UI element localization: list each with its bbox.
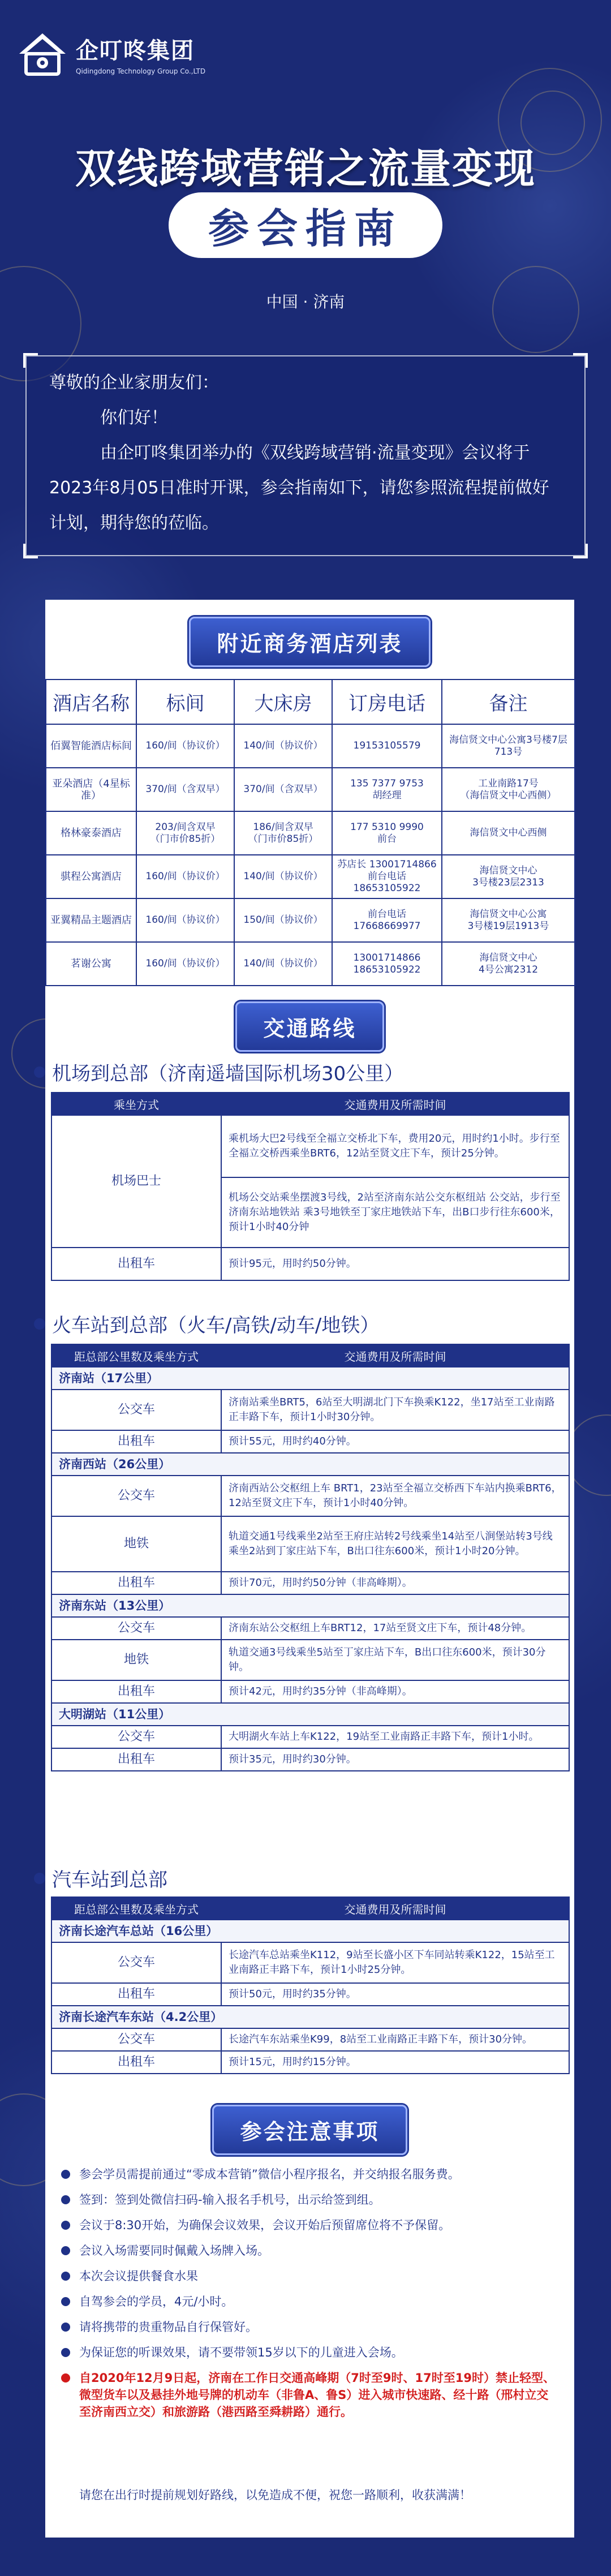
mode-label: 出租车: [51, 1748, 221, 1771]
traffic-warning: [61, 2369, 559, 2420]
coach-section-title: [34, 1864, 167, 1892]
intro-box: [25, 355, 586, 556]
corner-decoration: [573, 353, 588, 368]
col-detail: 交通费用及所需时间: [221, 1897, 569, 1920]
train-title-text: 火车站到总部（火车/高铁/动车/地铁）: [52, 1314, 380, 1337]
warning-text: 自2020年12月9日起，济南在工作日交通高峰期（7时至9时、17时至19时）禁止轻型、微型货车以及悬挂外地号牌的机动车（非鲁A、鲁S）进入城市快速路、经十路（邢村立交至济南西立交）和旅游路（港西路至舜耕路）通行。: [79, 2371, 555, 2419]
mode-label: 公交车: [51, 2028, 221, 2051]
hotel-col-phone: 订房电话: [332, 680, 442, 724]
note-text: 本次会议提供餐食水果: [79, 2269, 198, 2283]
table-row: [51, 1430, 569, 1453]
table-row: [46, 811, 575, 855]
table-row: [51, 1748, 569, 1771]
bullet-icon: [34, 1066, 45, 1078]
group-row: [51, 1703, 569, 1726]
hotel-header-row: [46, 680, 575, 724]
route-detail: 大明湖火车站上车K122，19站至工业南路正丰路下车，预计1小时。: [221, 1726, 569, 1748]
table-cell: 苏店长 13001714866 前台电话18653105922: [332, 855, 442, 898]
route-detail: 长途汽车总站乘坐K112，9站至长盛小区下车同站转乘K122，15站至工业南路正丰路下车，预计1小时25分钟。: [221, 1942, 569, 1983]
coach-route-table: [51, 1896, 570, 2074]
list-item: [61, 2166, 559, 2183]
table-row: [51, 1617, 569, 1640]
table-header-row: [51, 1344, 569, 1367]
table-header-row: [51, 1897, 569, 1920]
station-name: 济南东站（13公里）: [51, 1594, 569, 1617]
note-text: 会议入场需要同时佩戴入场牌入场。: [79, 2244, 269, 2257]
mode-label: 机场巴士: [51, 1115, 221, 1248]
note-text: 会议于8:30开始，为确保会议效果，会议开始后预留席位将不予保留。: [79, 2218, 451, 2232]
table-row: [51, 2051, 569, 2074]
note-text: 自驾参会的学员，4元/小时。: [79, 2295, 234, 2308]
table-cell: 海信贤文中心 4号公寓2312: [442, 942, 575, 986]
train-route-table: [51, 1344, 570, 1771]
table-cell: 140/间（协议价）: [234, 942, 332, 986]
table-cell: 海信贤文中心公寓 3号楼19层1913号: [442, 898, 575, 942]
mode-label: 出租车: [51, 1983, 221, 2006]
hotel-table: [45, 679, 575, 986]
route-detail: 预计42元，用时约35分钟（非高峰期）。: [221, 1680, 569, 1703]
table-row: [46, 898, 575, 942]
table-cell: 150/间（协议价）: [234, 898, 332, 942]
route-detail: 预计50元，用时约35分钟。: [221, 1983, 569, 2006]
table-cell: 135 7377 9753 胡经理: [332, 768, 442, 811]
table-cell: 茗谢公寓: [46, 942, 136, 986]
route-detail: 乘机场大巴2号线至全福立交桥北下车，费用20元，用时约1小时。步行至全福立交桥西乘坐BRT6，12站至贤文庄下车，预计25分钟。: [221, 1115, 569, 1177]
table-row: [51, 1115, 569, 1177]
table-cell: 186/间含双早 （门市价85折）: [234, 811, 332, 855]
table-row: [51, 2028, 569, 2051]
station-name: 大明湖站（11公里）: [51, 1703, 569, 1726]
table-cell: 160/间（协议价）: [136, 855, 234, 898]
mode-label: 地铁: [51, 1640, 221, 1680]
bullet-icon: [61, 2246, 70, 2255]
route-detail: 预计70元，用时约50分钟（非高峰期）。: [221, 1572, 569, 1594]
table-cell: 佰翼智能酒店标间: [46, 724, 136, 768]
transport-heading: 交通路线: [235, 1001, 384, 1052]
table-row: [51, 1942, 569, 1983]
list-item: [61, 2191, 559, 2208]
corner-decoration: [573, 544, 588, 558]
note-text: 参会学员需提前通过“零成本营销”微信小程序报名，并交纳报名服务费。: [79, 2168, 460, 2181]
group-row: [51, 2006, 569, 2028]
route-detail: 轨道交通3号线乘坐5站至丁家庄站下车，B出口往东600米，预计30分钟。: [221, 1640, 569, 1680]
table-cell: 13001714866 18653105922: [332, 942, 442, 986]
intro-body: 由企叮咚集团举办的《双线跨域营销·流量变现》会议将于2023年8月05日准时开课，参会指南如下，请您参照流程提前做好计划，期待您的莅临。: [49, 443, 549, 533]
table-cell: 前台电话 17668669977: [332, 898, 442, 942]
mode-label: 公交车: [51, 1942, 221, 1983]
guide-card: [45, 600, 574, 2538]
group-row: [51, 1453, 569, 1476]
table-row: [51, 1248, 569, 1280]
note-text: 签到：签到处微信扫码-输入报名手机号，出示给签到组。: [79, 2193, 381, 2207]
table-cell: 160/间（协议价）: [136, 724, 234, 768]
table-cell: 177 5310 9990 前台: [332, 811, 442, 855]
brand-name: 企叮咚集团: [76, 37, 195, 64]
table-row: [46, 768, 575, 811]
mode-label: 公交车: [51, 1617, 221, 1640]
list-item: [61, 2268, 559, 2285]
mode-label: 公交车: [51, 1390, 221, 1430]
airport-route-table: [51, 1092, 570, 1281]
hotel-col-standard: 标间: [136, 680, 234, 724]
bullet-icon: [34, 1873, 45, 1884]
note-text: 请将携带的贵重物品自行保管好。: [79, 2320, 257, 2334]
bullet-icon: [61, 2272, 70, 2281]
mode-label: 出租车: [51, 1572, 221, 1594]
airport-section-title: [34, 1058, 403, 1086]
bullet-icon: [61, 2195, 70, 2204]
table-row: [46, 724, 575, 768]
mode-label: 公交车: [51, 1476, 221, 1516]
group-row: [51, 1594, 569, 1617]
brand-name-en: Qidingdong Technology Group Co.,LTD: [76, 67, 206, 75]
bullet-icon: [61, 2221, 70, 2230]
table-row: [51, 1476, 569, 1516]
table-row: [51, 1640, 569, 1680]
hotel-col-name: 酒店名称: [46, 680, 136, 724]
table-cell: 海信贤文中心 3号楼23层2313: [442, 855, 575, 898]
hotel-col-king: 大床房: [234, 680, 332, 724]
notes-heading: 参会注意事项: [212, 2105, 407, 2155]
col-mode: 距总部公里数及乘坐方式: [51, 1897, 221, 1920]
table-cell: 140/间（协议价）: [234, 724, 332, 768]
col-detail: 交通费用及所需时间: [221, 1344, 569, 1367]
table-cell: 370/间（含双早）: [136, 768, 234, 811]
route-detail: 预计15元，用时约15分钟。: [221, 2051, 569, 2074]
station-name: 济南站（17公里）: [51, 1367, 569, 1390]
intro-hello: 你们好！: [100, 408, 168, 428]
table-cell: 203/间含双早 （门市价85折）: [136, 811, 234, 855]
corner-decoration: [23, 544, 38, 558]
list-item: [61, 2293, 559, 2310]
table-cell: 160/间（协议价）: [136, 942, 234, 986]
group-row: [51, 1367, 569, 1390]
table-cell: 海信贤文中心公寓3号楼7层713号: [442, 724, 575, 768]
group-row: [51, 1920, 569, 1942]
table-cell: 工业南路17号 （海信贤文中心西侧）: [442, 768, 575, 811]
table-row: [46, 855, 575, 898]
hotel-col-note: 备注: [442, 680, 575, 724]
bullet-icon: [61, 2297, 70, 2306]
hotels-heading: 附近商务酒店列表: [189, 617, 430, 667]
table-cell: 140/间（协议价）: [234, 855, 332, 898]
closing-text: 请您在出行时提前规划好路线，以免造成不便，祝您一路顺利，收获满满！: [79, 2488, 471, 2502]
bullet-icon: [34, 1318, 45, 1330]
col-mode: 距总部公里数及乘坐方式: [51, 1344, 221, 1367]
airport-title-text: 机场到总部（济南遥墙国际机场30公里）: [52, 1063, 404, 1085]
col-detail: 交通费用及所需时间: [221, 1093, 569, 1115]
mode-label: 公交车: [51, 1726, 221, 1748]
route-detail: 预计95元，用时约50分钟。: [221, 1248, 569, 1280]
table-row: [51, 1983, 569, 2006]
table-row: [51, 1390, 569, 1430]
col-mode: 乘坐方式: [51, 1093, 221, 1115]
table-cell: 19153105579: [332, 724, 442, 768]
station-name: 济南长途汽车东站（4.2公里）: [51, 2006, 569, 2028]
brand-logo: [17, 31, 205, 76]
mode-label: 出租车: [51, 1430, 221, 1453]
bullet-icon: [61, 2170, 70, 2179]
route-detail: 预计55元，用时约40分钟。: [221, 1430, 569, 1453]
table-cell: 亚朵酒店（4星标准）: [46, 768, 136, 811]
mode-label: 出租车: [51, 1248, 221, 1280]
intro-greeting: 尊敬的企业家朋友们：: [49, 373, 219, 393]
table-cell: 370/间（含双早）: [234, 768, 332, 811]
table-row: [51, 1726, 569, 1748]
table-row: [51, 1572, 569, 1594]
mode-label: 出租车: [51, 2051, 221, 2074]
list-item: [61, 2217, 559, 2234]
table-row: [51, 1680, 569, 1703]
location-label: 中国 · 济南: [266, 293, 345, 311]
list-item: [61, 2344, 559, 2361]
station-name: 济南西站（26公里）: [51, 1453, 569, 1476]
list-item: [61, 2319, 559, 2336]
route-detail: 济南站乘坐BRT5，6站至大明湖北门下车换乘K122，坐17站至工业南路正丰路下车，预计1小时30分钟。: [221, 1390, 569, 1430]
route-detail: 轨道交通1号线乘坐2站至王府庄站转2号线乘坐14站至八涧堡站转3号线乘坐2站到丁家庄站下车，B出口往东600米，预计1小时20分钟。: [221, 1516, 569, 1572]
table-cell: 海信贤文中心西侧: [442, 811, 575, 855]
notes-list: [61, 2166, 559, 2429]
page-title: 双线跨域营销之流量变现: [75, 145, 536, 192]
corner-decoration: [23, 353, 38, 368]
bullet-icon: [61, 2373, 70, 2383]
mode-label: 地铁: [51, 1516, 221, 1572]
bullet-icon: [61, 2348, 70, 2357]
table-cell: 骐程公寓酒店: [46, 855, 136, 898]
route-detail: 长途汽车东站乘坐K99，8站至工业南路正丰路下车，预计30分钟。: [221, 2028, 569, 2051]
route-detail: 预计35元，用时约30分钟。: [221, 1748, 569, 1771]
train-section-title: [34, 1310, 379, 1338]
route-detail: 济南东站公交枢纽上车BRT12，17站至贤文庄下车，预计48分钟。: [221, 1617, 569, 1640]
table-cell: 格林豪泰酒店: [46, 811, 136, 855]
bullet-icon: [61, 2323, 70, 2332]
note-text: 为保证您的听课效果，请不要带领15岁以下的儿童进入会场。: [79, 2346, 403, 2359]
table-row: [46, 942, 575, 986]
list-item: [61, 2242, 559, 2259]
table-cell: 160/间（协议价）: [136, 898, 234, 942]
table-cell: 亚翼精品主题酒店: [46, 898, 136, 942]
table-header-row: [51, 1093, 569, 1115]
mode-label: 出租车: [51, 1680, 221, 1703]
station-name: 济南长途汽车总站（16公里）: [51, 1920, 569, 1942]
house-logo-icon: [17, 31, 68, 76]
route-detail: 机场公交站乘坐摆渡3号线，2站至济南东站公交东枢纽站 公交站，步行至济南东站地铁站 乘3号地铁至丁家庄地铁站下车，出B口步行往东600米，预计1小时40分钟: [221, 1177, 569, 1248]
table-row: [51, 1516, 569, 1572]
coach-title-text: 汽车站到总部: [52, 1869, 167, 1891]
route-detail: 济南西站公交枢纽上车 BRT1，23站至全福立交桥西下车站内换乘BRT6，12站至贤文庄下车，预计1小时40分钟。: [221, 1476, 569, 1516]
page-subtitle: 参会指南: [169, 192, 442, 258]
